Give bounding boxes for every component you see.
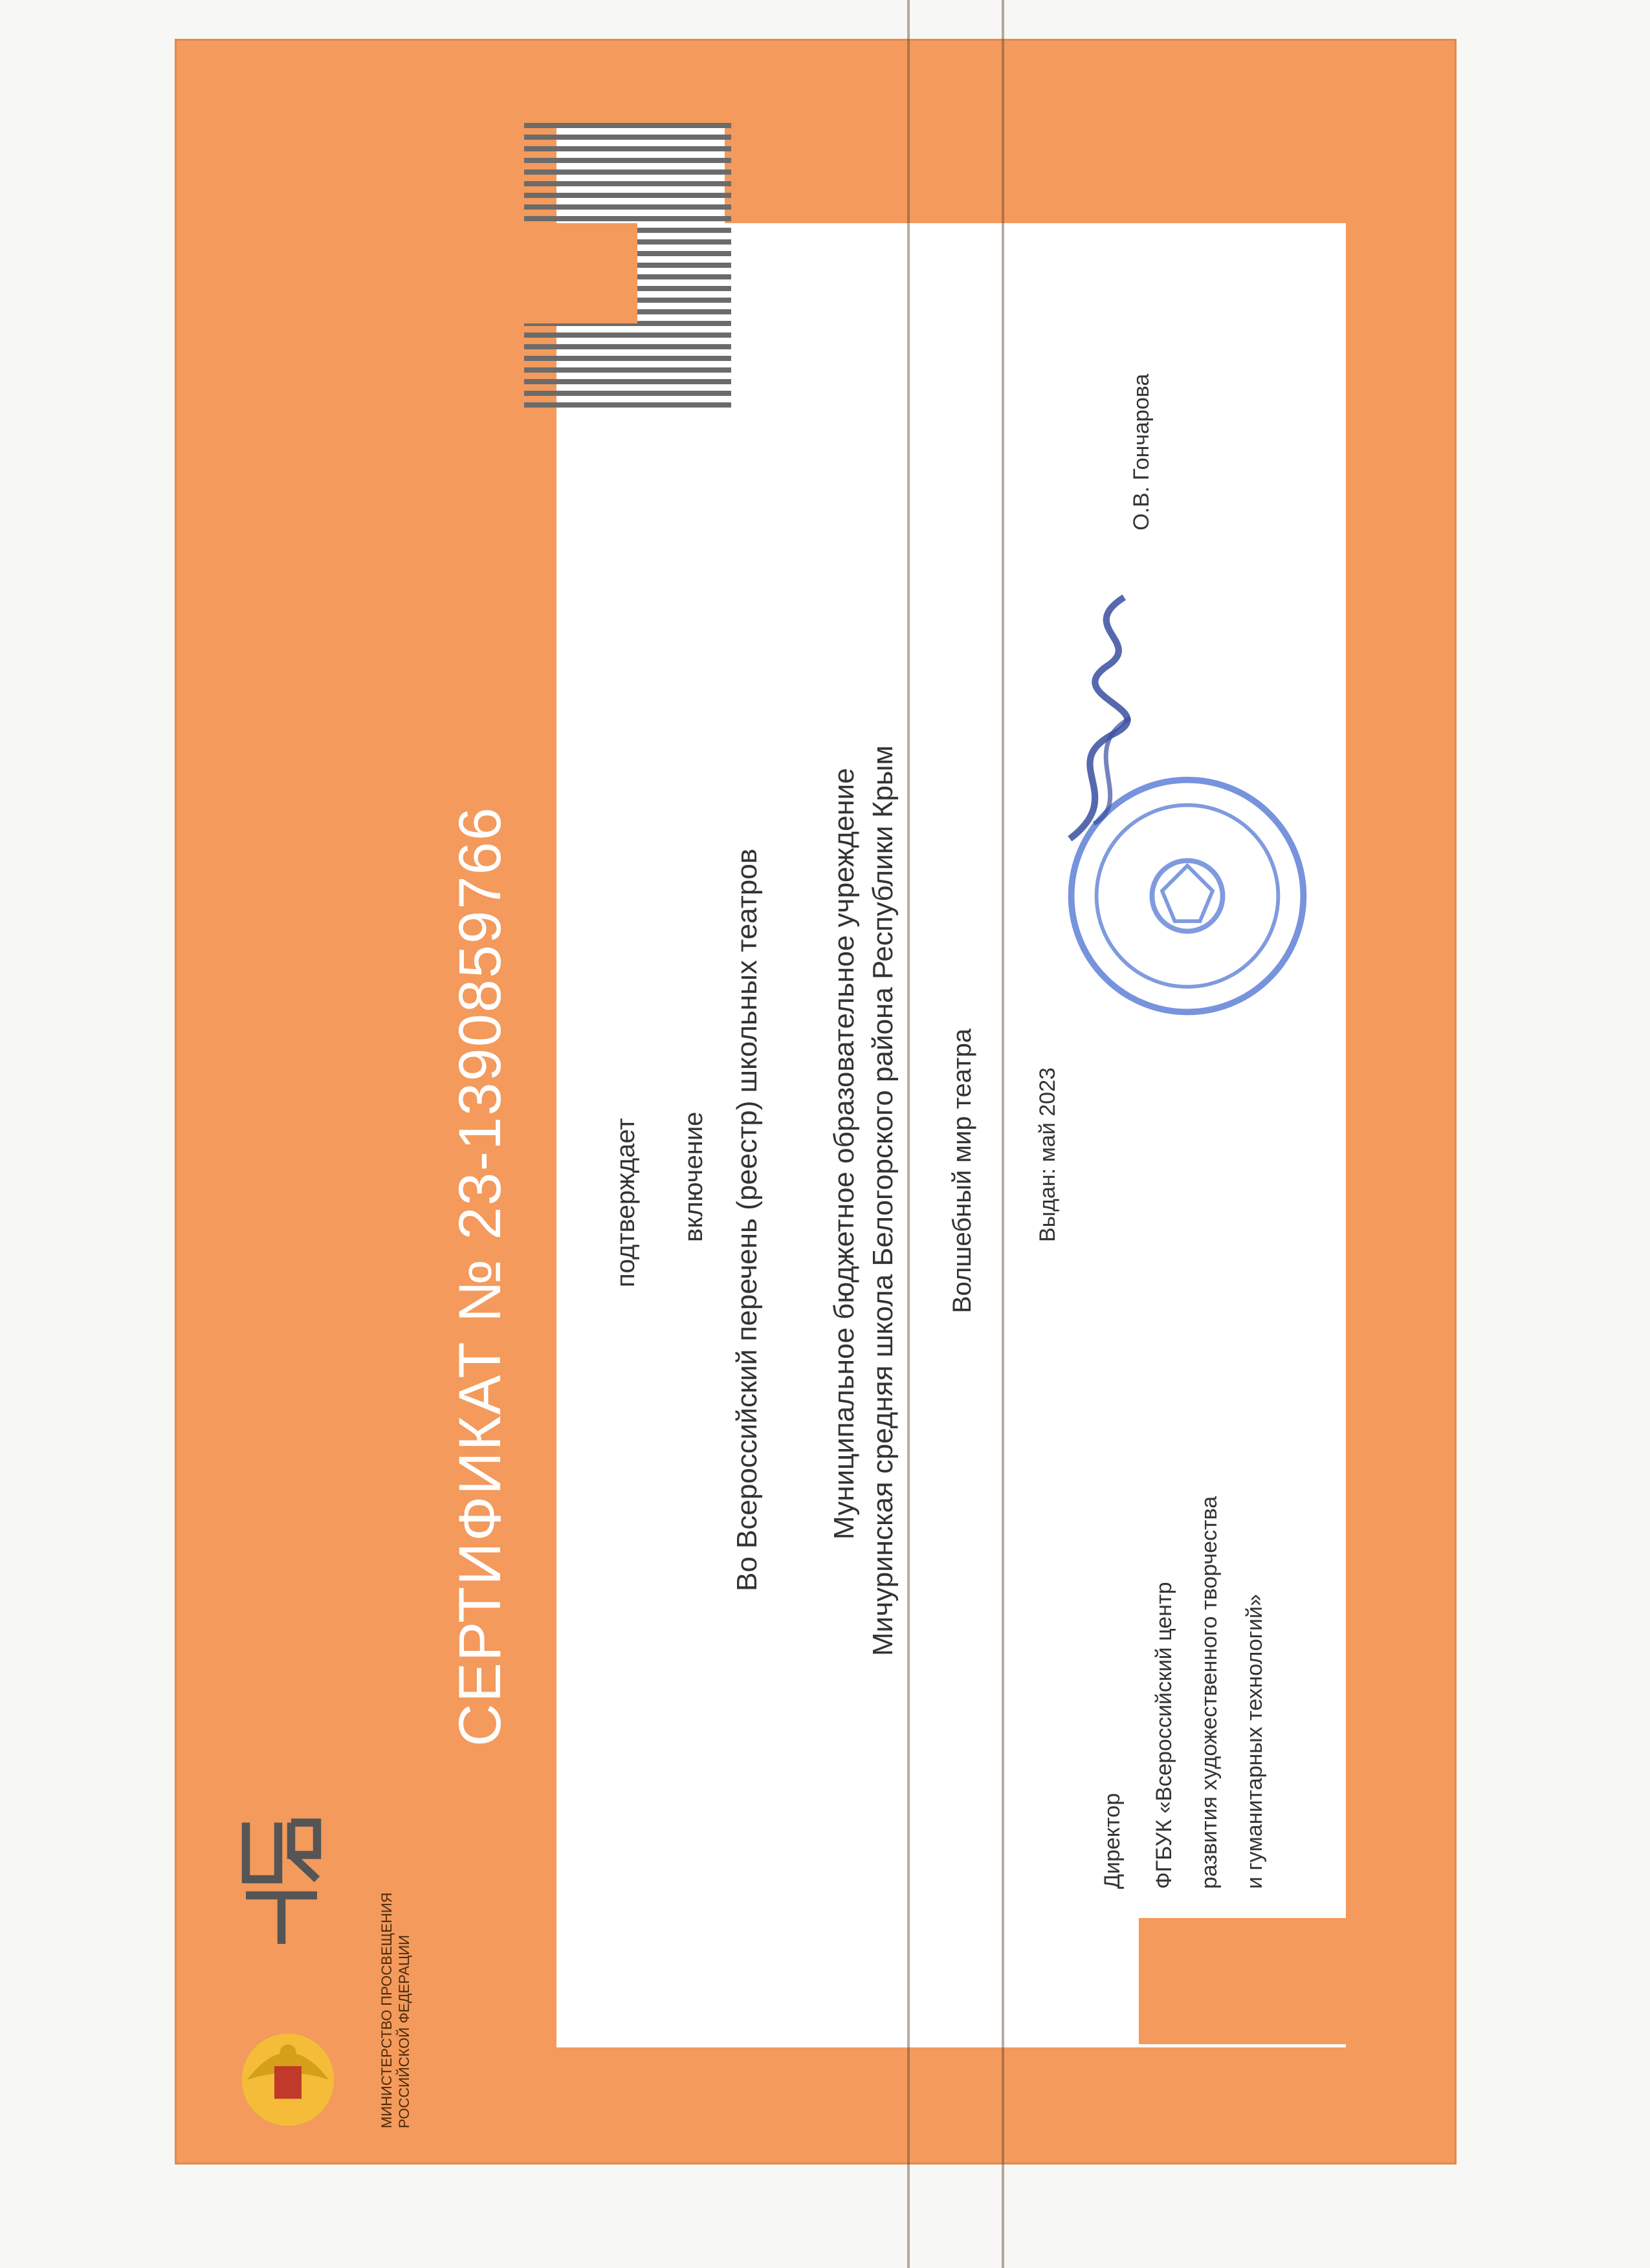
emblem-icon — [220, 2012, 356, 2148]
panel-corner-cut — [1139, 1918, 1346, 2044]
signatory-name: О.В. Гончарова — [1129, 373, 1154, 530]
striped-graphic-cut — [524, 223, 637, 323]
issue-date: Выдан: май 2023 — [1035, 1067, 1060, 1242]
confirms-text: подтверждает — [611, 1118, 640, 1287]
theatre-name: Волшебный мир театра — [948, 1029, 976, 1313]
logo-icon — [233, 1805, 330, 1954]
signatory-role-1: Директор — [1100, 1793, 1125, 1889]
signature-icon — [1035, 582, 1165, 854]
ministry-label-1: МИНИСТЕРСТВО ПРОСВЕЩЕНИЯ — [379, 1892, 395, 2128]
signatory-role-2: ФГБУК «Всероссийский центр — [1152, 1582, 1176, 1889]
inclusion-text: включение — [679, 1111, 708, 1242]
ministry-label-2: РОССИЙСКОЙ ФЕДЕРАЦИИ — [396, 1935, 412, 2128]
organization-line-2: Мичуринская средняя школа Белогорского района Республики Крым — [867, 745, 899, 1656]
registry-text: Во Всероссийский перечень (реестр) школьных театров — [731, 848, 763, 1591]
fold-line — [907, 0, 910, 2268]
certificate-title: СЕРТИФИКАТ № 23-1390859766 — [447, 806, 513, 1747]
signatory-role-3: развития художественного творчества — [1197, 1496, 1222, 1889]
organization-line-1: Муниципальное бюджетное образовательное учреждение — [828, 768, 860, 1540]
signatory-role-4: и гуманитарных технологий» — [1242, 1594, 1267, 1889]
fold-line — [1002, 0, 1004, 2268]
